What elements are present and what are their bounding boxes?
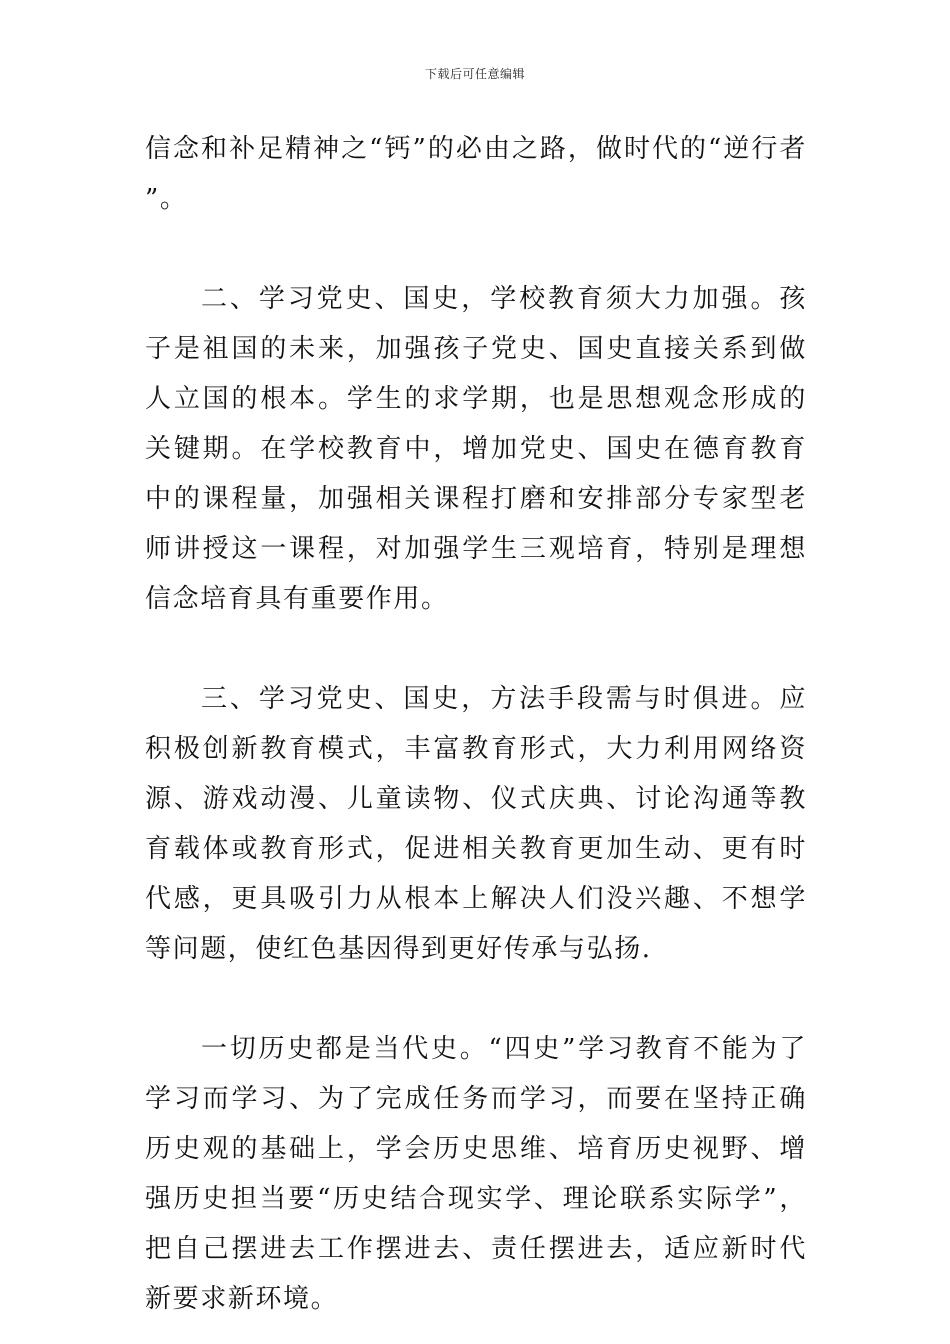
paragraph-continuation: 信念和补足精神之“钙”的必由之路，做时代的“逆行者”。 — [145, 134, 807, 214]
document-body — [145, 124, 807, 1324]
paragraph-school-education: 二、学习党史、国史，学校教育须大力加强。孩子是祖国的未来，加强孩子党史、国史直接关系到做人立国的根本。学生的求学期，也是思想观念形成的关键期。在学校教育中，增加党史、国史在德育教育中的课程量，加强相关课程打磨和安排部分专家型老师讲授这一课程，对加强学生三观培育，特别是理想信念培育具有重要作用。 — [145, 284, 807, 614]
page-header: 下载后可任意编辑 — [424, 67, 525, 81]
paragraph-methods: 三、学习党史、国史，方法手段需与时俱进。应积极创新教育模式，丰富教育形式，大力利用网络资源、游戏动漫、儿童读物、仪式庆典、讨论沟通等教育载体或教育形式，促进相关教育更加生动、更有时代感，更具吸引力从根本上解决人们没兴趣、不想学等问题，使红色基因得到更好传承与弘扬. — [145, 684, 807, 964]
paragraph-conclusion: 一切历史都是当代史。“四史”学习教育不能为了学习而学习、为了完成任务而学习，而要在坚持正确历史观的基础上，学会历史思维、培育历史视野、增强历史担当要“历史结合现实学、理论联系实际学”，把自己摆进去工作摆进去、责任摆进去，适应新时代新要求新环境。 — [145, 1034, 807, 1314]
